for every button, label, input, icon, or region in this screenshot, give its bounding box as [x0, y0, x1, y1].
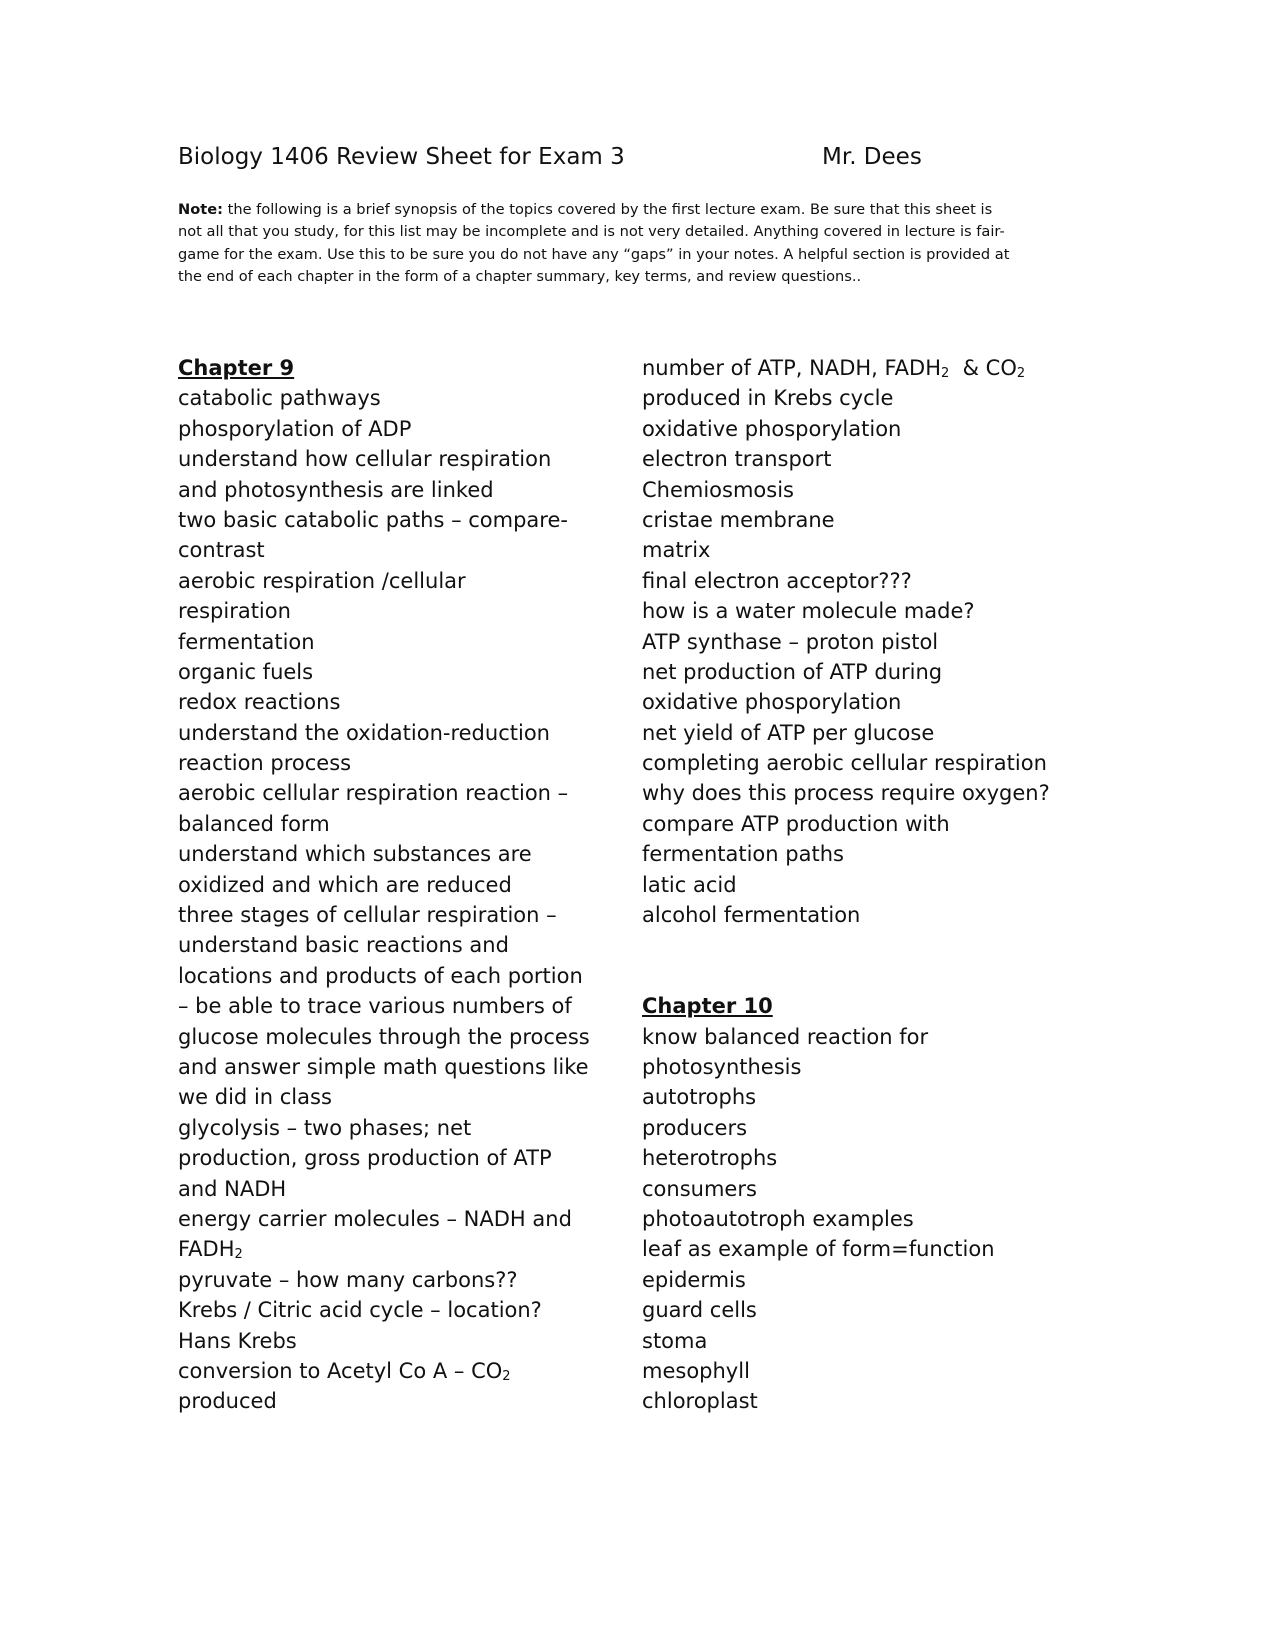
list-item: – be able to trace various numbers of	[178, 994, 572, 1019]
list-item: oxidative phosporylation	[642, 690, 902, 715]
list-item: how is a water molecule made?	[642, 599, 975, 624]
list-item: photosynthesis	[642, 1055, 802, 1079]
list-item: produced	[178, 1389, 277, 1414]
list-item: understand which substances are	[178, 842, 532, 867]
list-item: latic acid	[642, 872, 737, 897]
list-item: consumers	[642, 1176, 757, 1201]
list-item: epidermis	[642, 1267, 746, 1292]
list-item: locations and products of each portion	[178, 963, 583, 988]
list-item-acetyl-coa: conversion to Acetyl Co A – $CO_2$	[178, 1358, 511, 1384]
list-item: final electron acceptor???	[642, 568, 912, 593]
list-item: net yield of ATP per glucose	[642, 720, 935, 745]
note-paragraph	[178, 199, 1038, 288]
list-item: know balanced reaction for	[642, 1024, 929, 1049]
list-item: ATP synthase – proton pistol	[642, 629, 939, 654]
list-item: understand how cellular respiration	[178, 447, 552, 472]
list-item: producers	[642, 1115, 748, 1140]
list-item: Chemiosmosis	[642, 477, 794, 502]
list-item: and NADH	[178, 1176, 287, 1201]
list-item: Hans Krebs	[178, 1328, 297, 1353]
list-item: autotrophs	[642, 1085, 757, 1110]
list-item: produced in Krebs cycle	[642, 386, 894, 411]
list-item: respiration	[178, 599, 291, 624]
teacher-name: Mr. Dees	[822, 144, 922, 170]
list-item: pyruvate – how many carbons??	[178, 1267, 518, 1292]
note-line: not all that you study, for this list may be incomplete and is not very detailed. Anything covered in lecture is fair-	[178, 223, 1005, 241]
list-item: oxidative phosporylation	[642, 416, 902, 441]
list-item: guard cells	[642, 1298, 757, 1323]
note-line: the end of each chapter in the form of a chapter summary, key terms, and review questions..	[178, 267, 862, 285]
list-item: heterotrophs	[642, 1146, 778, 1171]
list-item: net production of ATP during	[642, 659, 943, 684]
list-item: aerobic respiration /cellular	[178, 568, 466, 593]
chapter-9-column	[178, 353, 598, 1417]
list-item: energy carrier molecules – NADH and	[178, 1206, 572, 1231]
list-item: organic fuels	[178, 659, 314, 684]
list-item: photoautotroph examples	[642, 1206, 914, 1231]
chapter-9-heading: Chapter 9	[178, 356, 295, 380]
chapter-10-heading: Chapter 10	[642, 994, 773, 1019]
list-item: balanced form	[178, 811, 330, 836]
list-item: two basic catabolic paths – compare-	[178, 507, 568, 532]
list-item: we did in class	[178, 1085, 332, 1110]
list-item: chloroplast	[642, 1389, 758, 1414]
note-label: Note:	[178, 201, 223, 218]
list-item: leaf as example of form=function	[642, 1237, 995, 1262]
list-item: completing aerobic cellular respiration	[642, 751, 1047, 776]
list-item: fermentation	[178, 629, 315, 654]
list-item: aerobic cellular respiration reaction –	[178, 781, 569, 806]
list-item: reaction process	[178, 751, 352, 776]
list-item: and answer simple math questions like	[178, 1054, 589, 1079]
list-item: glycolysis – two phases; net	[178, 1115, 472, 1140]
list-item-krebs-products: number of ATP, NADH, $FADH_2$ & $CO_2$	[642, 356, 1026, 381]
list-item: stoma	[642, 1328, 708, 1353]
document-title: Biology 1406 Review Sheet for Exam 3	[178, 144, 625, 170]
list-item-fadh2: $FADH_2$	[178, 1237, 243, 1263]
note-line: game for the exam. Use this to be sure you do not have any “gaps” in your notes. A helpful section is provided at	[178, 245, 1010, 263]
list-item: compare ATP production with	[642, 811, 950, 836]
list-item: redox reactions	[178, 690, 341, 715]
list-item: matrix	[642, 538, 711, 563]
list-item: Krebs / Citric acid cycle – location?	[178, 1298, 542, 1323]
list-item: three stages of cellular respiration –	[178, 903, 557, 928]
list-item: and photosynthesis are linked	[178, 477, 494, 502]
list-item: cristae membrane	[642, 507, 835, 532]
list-item: phosporylation of ADP	[178, 416, 412, 441]
list-item: catabolic pathways	[178, 386, 381, 411]
list-item: production, gross production of ATP	[178, 1146, 552, 1171]
list-item: fermentation paths	[642, 842, 844, 867]
list-item: alcohol fermentation	[642, 903, 861, 928]
list-item: understand the oxidation-reduction	[178, 720, 550, 745]
section-gap	[642, 930, 1062, 991]
right-column	[642, 353, 1062, 1417]
list-item: contrast	[178, 538, 265, 563]
list-item: why does this process require oxygen?	[642, 781, 1050, 806]
list-item: glucose molecules through the process	[178, 1024, 590, 1049]
list-item: oxidized and which are reduced	[178, 872, 512, 897]
list-item: mesophyll	[642, 1358, 750, 1383]
list-item: electron transport	[642, 447, 832, 472]
list-item: understand basic reactions and	[178, 933, 509, 958]
note-line: Note: the following is a brief synopsis of the topics covered by the first lecture exam. Be sure that this sheet is	[178, 201, 993, 218]
